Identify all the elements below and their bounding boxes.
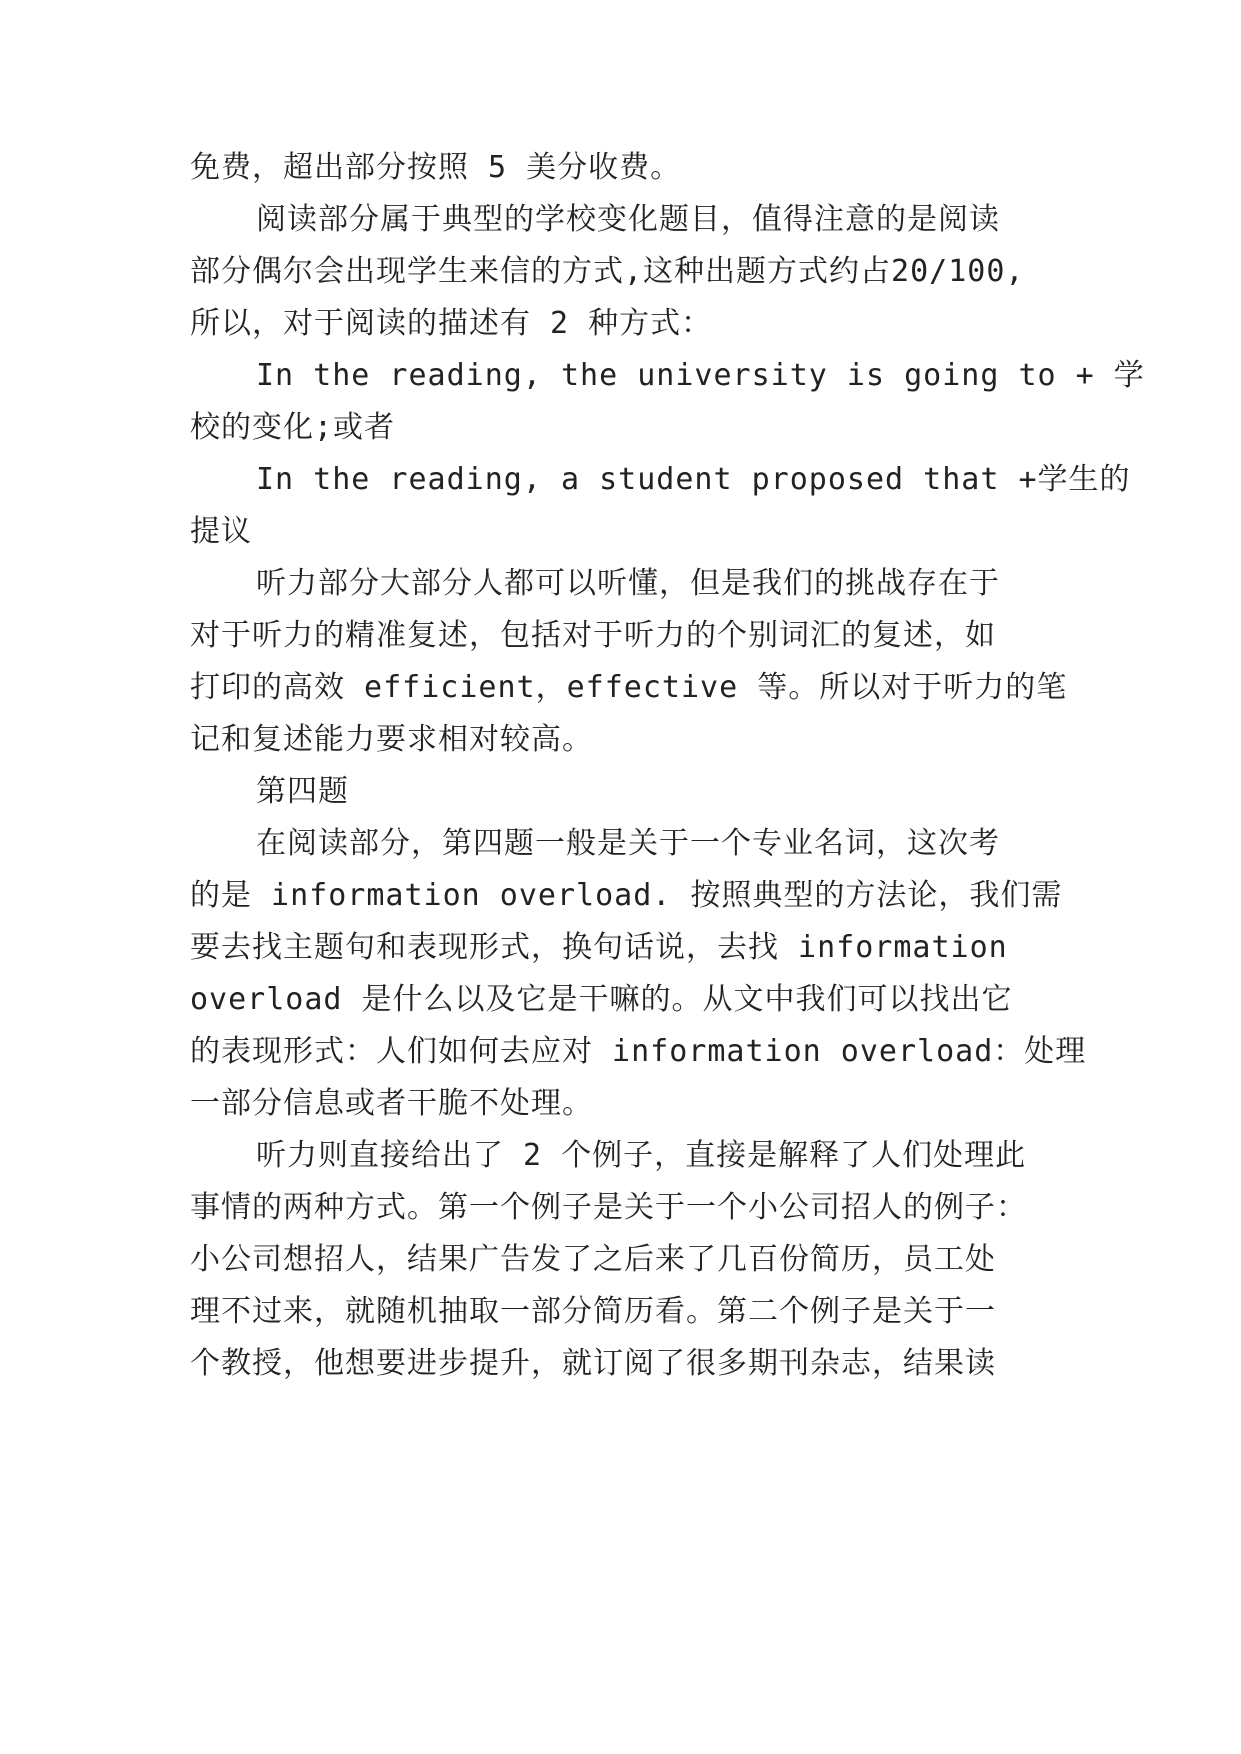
text-line: 部分偶尔会出现学生来信的方式,这种出题方式约占20/100, [190, 254, 1025, 289]
text-line: 免费，超出部分按照 5 美分收费。 [190, 150, 682, 185]
text-line: 一部分信息或者干脆不处理。 [190, 1086, 593, 1121]
text-line: 个教授，他想要进步提升，就订阅了很多期刊杂志，结果读 [190, 1346, 996, 1381]
paragraph-start-line: 在阅读部分，第四题一般是关于一个专业名词，这次考 [256, 826, 1000, 861]
text-line: 小公司想招人，结果广告发了之后来了几百份简历，员工处 [190, 1242, 996, 1277]
text-line: 对于听力的精准复述，包括对于听力的个别词汇的复述，如 [190, 618, 996, 653]
text-line: 事情的两种方式。第一个例子是关于一个小公司招人的例子： [190, 1190, 1027, 1225]
paragraph-start-line: 听力则直接给出了 2 个例子，直接是解释了人们处理此 [256, 1138, 1027, 1173]
text-line: 提议 [190, 514, 252, 549]
text-line: 要去找主题句和表现形式，换句话说，去找 information [190, 930, 1008, 965]
text-line: 打印的高效 efficient，effective 等。所以对于听力的笔 [190, 670, 1068, 705]
text-line: 理不过来，就随机抽取一部分简历看。第二个例子是关于一 [190, 1294, 996, 1329]
text-line: 的表现形式：人们如何去应对 information overload：处理 [190, 1034, 1087, 1069]
paragraph-start-line: 听力部分大部分人都可以听懂，但是我们的挑战存在于 [256, 566, 1000, 601]
paragraph-start-line: In the reading, the university is going to + 学 [256, 358, 1145, 393]
paragraph-start-line: In the reading, a student proposed that +学生的 [256, 462, 1131, 497]
text-line: 记和复述能力要求相对较高。 [190, 722, 593, 757]
text-line: 的是 information overload. 按照典型的方法论，我们需 [190, 878, 1063, 913]
section-heading: 第四题 [256, 774, 349, 809]
text-line: overload 是什么以及它是干嘛的。从文中我们可以找出它 [190, 982, 1013, 1017]
paragraph-start-line: 阅读部分属于典型的学校变化题目，值得注意的是阅读 [256, 202, 1000, 237]
text-line: 校的变化;或者 [190, 410, 396, 445]
text-line: 所以，对于阅读的描述有 2 种方式： [190, 306, 713, 341]
